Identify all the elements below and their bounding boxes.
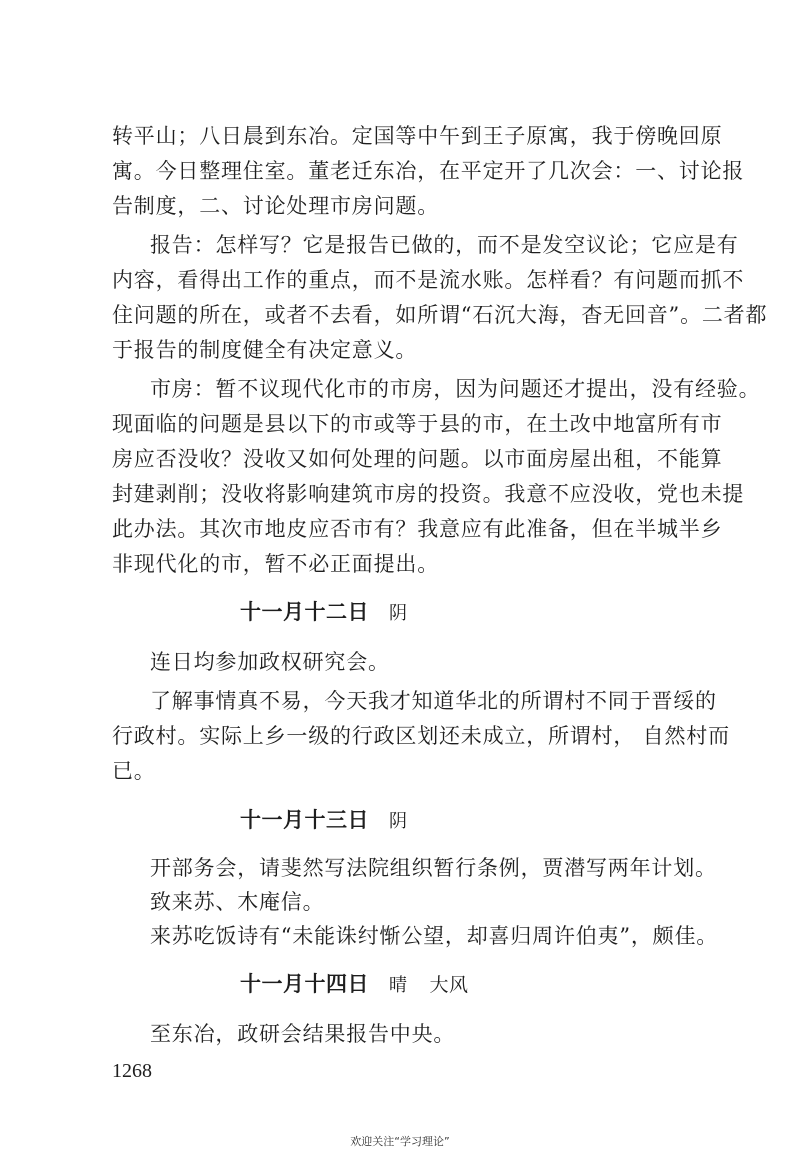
paragraph-line: 非现代化的市，暂不必正面提出。	[112, 552, 439, 576]
paragraph-line: 开部务会，请斐然写法院组织暂行条例，贾潜写两年计划。	[150, 856, 717, 880]
entry-weather: 阴	[389, 603, 408, 624]
paragraph-line: 转平山；八日晨到东冶。定国等中午到王子原寓，我于傍晚回原	[112, 124, 723, 148]
paragraph-line: 封建剥削；没收将影响建筑市房的投资。我意不应没收，党也未提	[112, 482, 745, 506]
entry-date: 十一月十三日	[240, 808, 369, 832]
paragraph-line: 行政村。实际上乡一级的行政区划还未成立，所谓村， 自然村而	[112, 724, 730, 748]
paragraph-line: 房应否没收？没收又如何处理的问题。以市面房屋出租，不能算	[112, 447, 723, 471]
paragraph-line: 连日均参加政权研究会。	[150, 650, 390, 674]
paragraph-line: 内容，看得出工作的重点，而不是流水账。怎样看？有问题而抓不	[112, 268, 745, 292]
paragraph-line: 此办法。其次市地皮应否市有？我意应有此准备，但在半城半乡	[112, 517, 723, 541]
diary-entry-heading	[240, 972, 469, 998]
paragraph-line: 报告：怎样写？它是报告已做的，而不是发空议论；它应是有	[150, 233, 739, 257]
diary-entry-heading	[240, 600, 408, 626]
paragraph-line: 住问题的所在，或者不去看，如所谓“石沉大海，杳无回音”。二者都	[112, 303, 768, 327]
paragraph-line: 告制度，二、讨论处理市房问题。	[112, 194, 439, 218]
paragraph-line: 已。	[112, 759, 156, 783]
paragraph-line: 致来苏、木庵信。	[150, 890, 325, 914]
entry-weather: 晴	[389, 975, 408, 996]
paragraph-line: 来苏吃饭诗有“未能诛纣惭公望，却喜归周许伯夷”，颇佳。	[150, 924, 719, 948]
entry-weather: 阴	[389, 811, 408, 832]
paragraph-line: 市房：暂不议现代化市的市房，因为问题还才提出，没有经验。	[150, 377, 761, 401]
diary-entry-heading	[240, 808, 408, 834]
entry-date: 十一月十二日	[240, 600, 369, 624]
footer-caption: 欢迎关注“学习理论”	[350, 1135, 450, 1148]
entry-wind: 大风	[429, 974, 469, 996]
paragraph-line: 于报告的制度健全有决定意义。	[112, 338, 418, 362]
paragraph-line: 了解事情真不易，今天我才知道华北的所谓村不同于晋绥的	[150, 689, 717, 713]
paragraph-line: 寓。今日整理住室。董老迁东冶，在平定开了几次会：一、讨论报	[112, 159, 745, 183]
paragraph-line: 至东冶，政研会结果报告中央。	[150, 1022, 456, 1046]
entry-date: 十一月十四日	[240, 972, 369, 996]
page-number: 1268	[112, 1060, 152, 1082]
paragraph-line: 现面临的问题是县以下的市或等于县的市，在土改中地富所有市	[112, 412, 723, 436]
